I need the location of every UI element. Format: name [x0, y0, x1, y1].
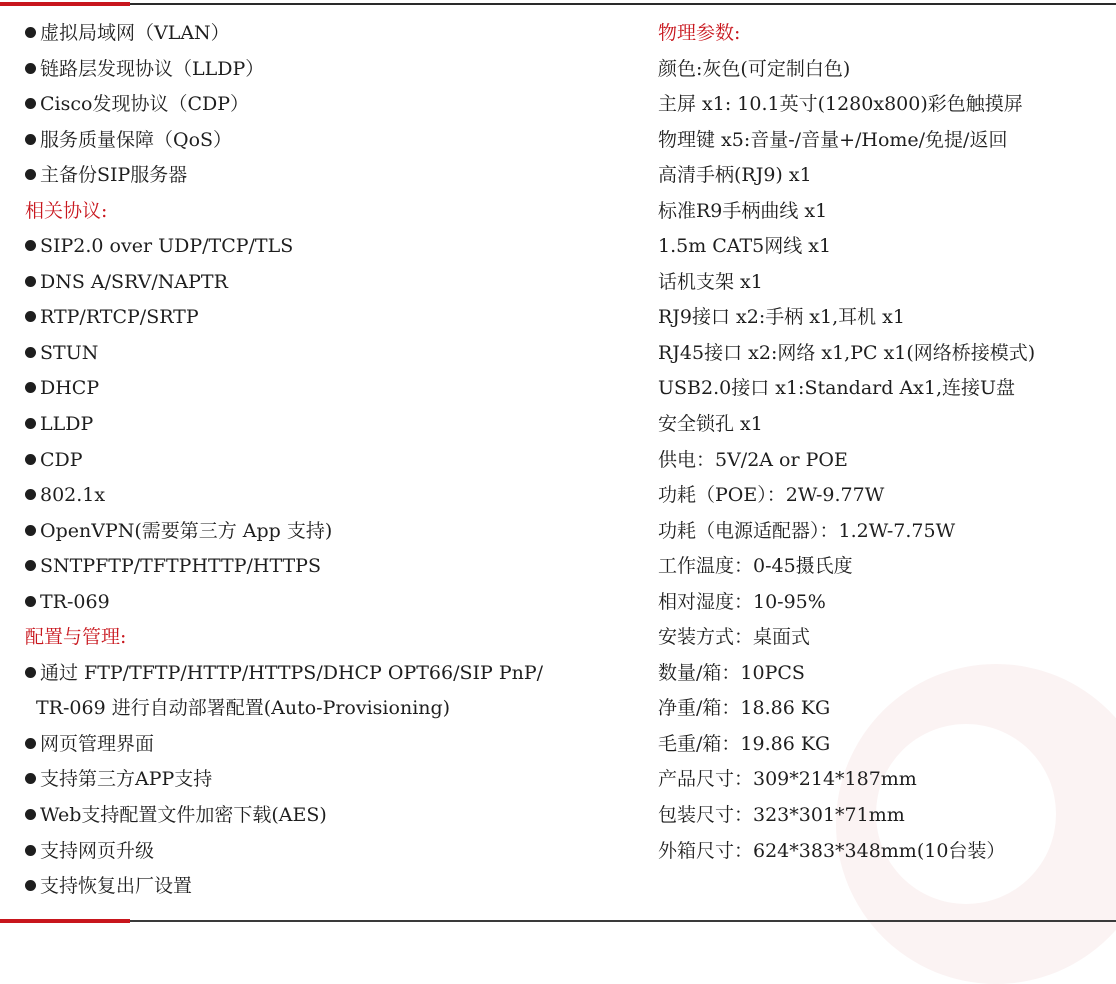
management-item: 支持网页升级	[25, 834, 625, 870]
bullet-icon	[25, 240, 36, 251]
protocols-heading: 相关协议:	[25, 199, 108, 222]
right-column	[658, 16, 1108, 869]
bullet-icon	[25, 489, 36, 500]
top-rule	[0, 3, 1116, 5]
management-item: 支持第三方APP支持	[25, 762, 625, 798]
spec-item: 1.5m CAT5网线 x1	[658, 235, 832, 258]
protocol-item: STUN	[25, 336, 625, 372]
spec-item: 安全锁孔 x1	[658, 413, 763, 436]
bullet-icon	[25, 667, 36, 678]
protocol-item: SNTPFTP/TFTPHTTP/HTTPS	[25, 549, 625, 585]
spec-item: 工作温度：0-45摄氏度	[658, 555, 853, 578]
protocol-item: TR-069	[25, 585, 625, 621]
management-item: 网页管理界面	[25, 727, 625, 763]
bullet-icon	[25, 134, 36, 145]
feature-item: 服务质量保障（QoS）	[25, 123, 625, 159]
spec-item: 安装方式：桌面式	[658, 626, 811, 649]
top-accent-bar	[0, 2, 130, 6]
bullet-icon	[25, 525, 36, 536]
bullet-icon	[25, 382, 36, 393]
bullet-icon	[25, 880, 36, 891]
bullet-icon	[25, 63, 36, 74]
spec-item: 功耗（POE）：2W-9.77W	[658, 484, 885, 507]
bullet-icon	[25, 418, 36, 429]
protocol-item: LLDP	[25, 407, 625, 443]
physical-params-heading: 物理参数:	[658, 22, 741, 44]
feature-item: Cisco发现协议（CDP）	[25, 87, 625, 123]
management-item: 通过 FTP/TFTP/HTTP/HTTPS/DHCP OPT66/SIP PnP/	[25, 656, 625, 692]
spec-item: 包装尺寸：323*301*71mm	[658, 804, 905, 827]
spec-item: 主屏 x1: 10.1英寸(1280x800)彩色触摸屏	[658, 93, 1023, 116]
bullet-icon	[25, 560, 36, 571]
bullet-icon	[25, 454, 36, 465]
bullet-icon	[25, 98, 36, 109]
bullet-icon	[25, 27, 36, 38]
spec-item: 供电：5V/2A or POE	[658, 448, 848, 471]
spec-item: 净重/箱：18.86 KG	[658, 697, 831, 720]
spec-item: 相对湿度：10-95%	[658, 590, 826, 613]
bullet-icon	[25, 596, 36, 607]
bottom-rule	[0, 920, 1116, 922]
bullet-icon	[25, 809, 36, 820]
spec-item: 数量/箱：10PCS	[658, 661, 805, 684]
bullet-icon	[25, 311, 36, 322]
bullet-icon	[25, 738, 36, 749]
management-item-continuation: TR-069 进行自动部署配置(Auto-Provisioning)	[36, 697, 451, 720]
spec-item: 产品尺寸：309*214*187mm	[658, 768, 917, 791]
management-heading: 配置与管理:	[25, 626, 127, 649]
management-item: Web支持配置文件加密下载(AES)	[25, 798, 625, 834]
bullet-icon	[25, 169, 36, 180]
spec-item: USB2.0接口 x1:Standard Ax1,连接U盘	[658, 377, 1016, 400]
feature-item: 主备份SIP服务器	[25, 158, 625, 194]
protocol-item: CDP	[25, 443, 625, 479]
management-item: 支持恢复出厂设置	[25, 869, 625, 905]
feature-item: 虚拟局域网（VLAN）	[25, 16, 625, 52]
spec-item: 毛重/箱：19.86 KG	[658, 732, 831, 755]
protocol-item: DNS A/SRV/NAPTR	[25, 265, 625, 301]
spec-item: RJ45接口 x2:网络 x1,PC x1(网络桥接模式)	[658, 341, 1036, 364]
spec-item: 颜色:灰色(可定制白色)	[658, 57, 851, 80]
feature-item: 链路层发现协议（LLDP）	[25, 52, 625, 88]
spec-item: RJ9接口 x2:手柄 x1,耳机 x1	[658, 306, 905, 329]
protocol-item: OpenVPN(需要第三方 App 支持)	[25, 514, 625, 550]
spec-item: 物理键 x5:音量-/音量+/Home/免提/返回	[658, 128, 1008, 151]
protocol-item: 802.1x	[25, 478, 625, 514]
protocol-item: DHCP	[25, 371, 625, 407]
bullet-icon	[25, 773, 36, 784]
spec-item: 话机支架 x1	[658, 270, 763, 293]
bottom-accent-bar	[0, 919, 130, 923]
protocol-item: SIP2.0 over UDP/TCP/TLS	[25, 229, 625, 265]
spec-item: 外箱尺寸：624*383*348mm(10台装）	[658, 839, 1006, 862]
spec-item: 标准R9手柄曲线 x1	[658, 199, 828, 222]
bullet-icon	[25, 276, 36, 287]
protocol-item: RTP/RTCP/SRTP	[25, 300, 625, 336]
spec-item: 高清手柄(RJ9) x1	[658, 164, 812, 187]
left-column	[25, 16, 625, 905]
bullet-icon	[25, 845, 36, 856]
spec-item: 功耗（电源适配器）：1.2W-7.75W	[658, 519, 956, 542]
bullet-icon	[25, 347, 36, 358]
